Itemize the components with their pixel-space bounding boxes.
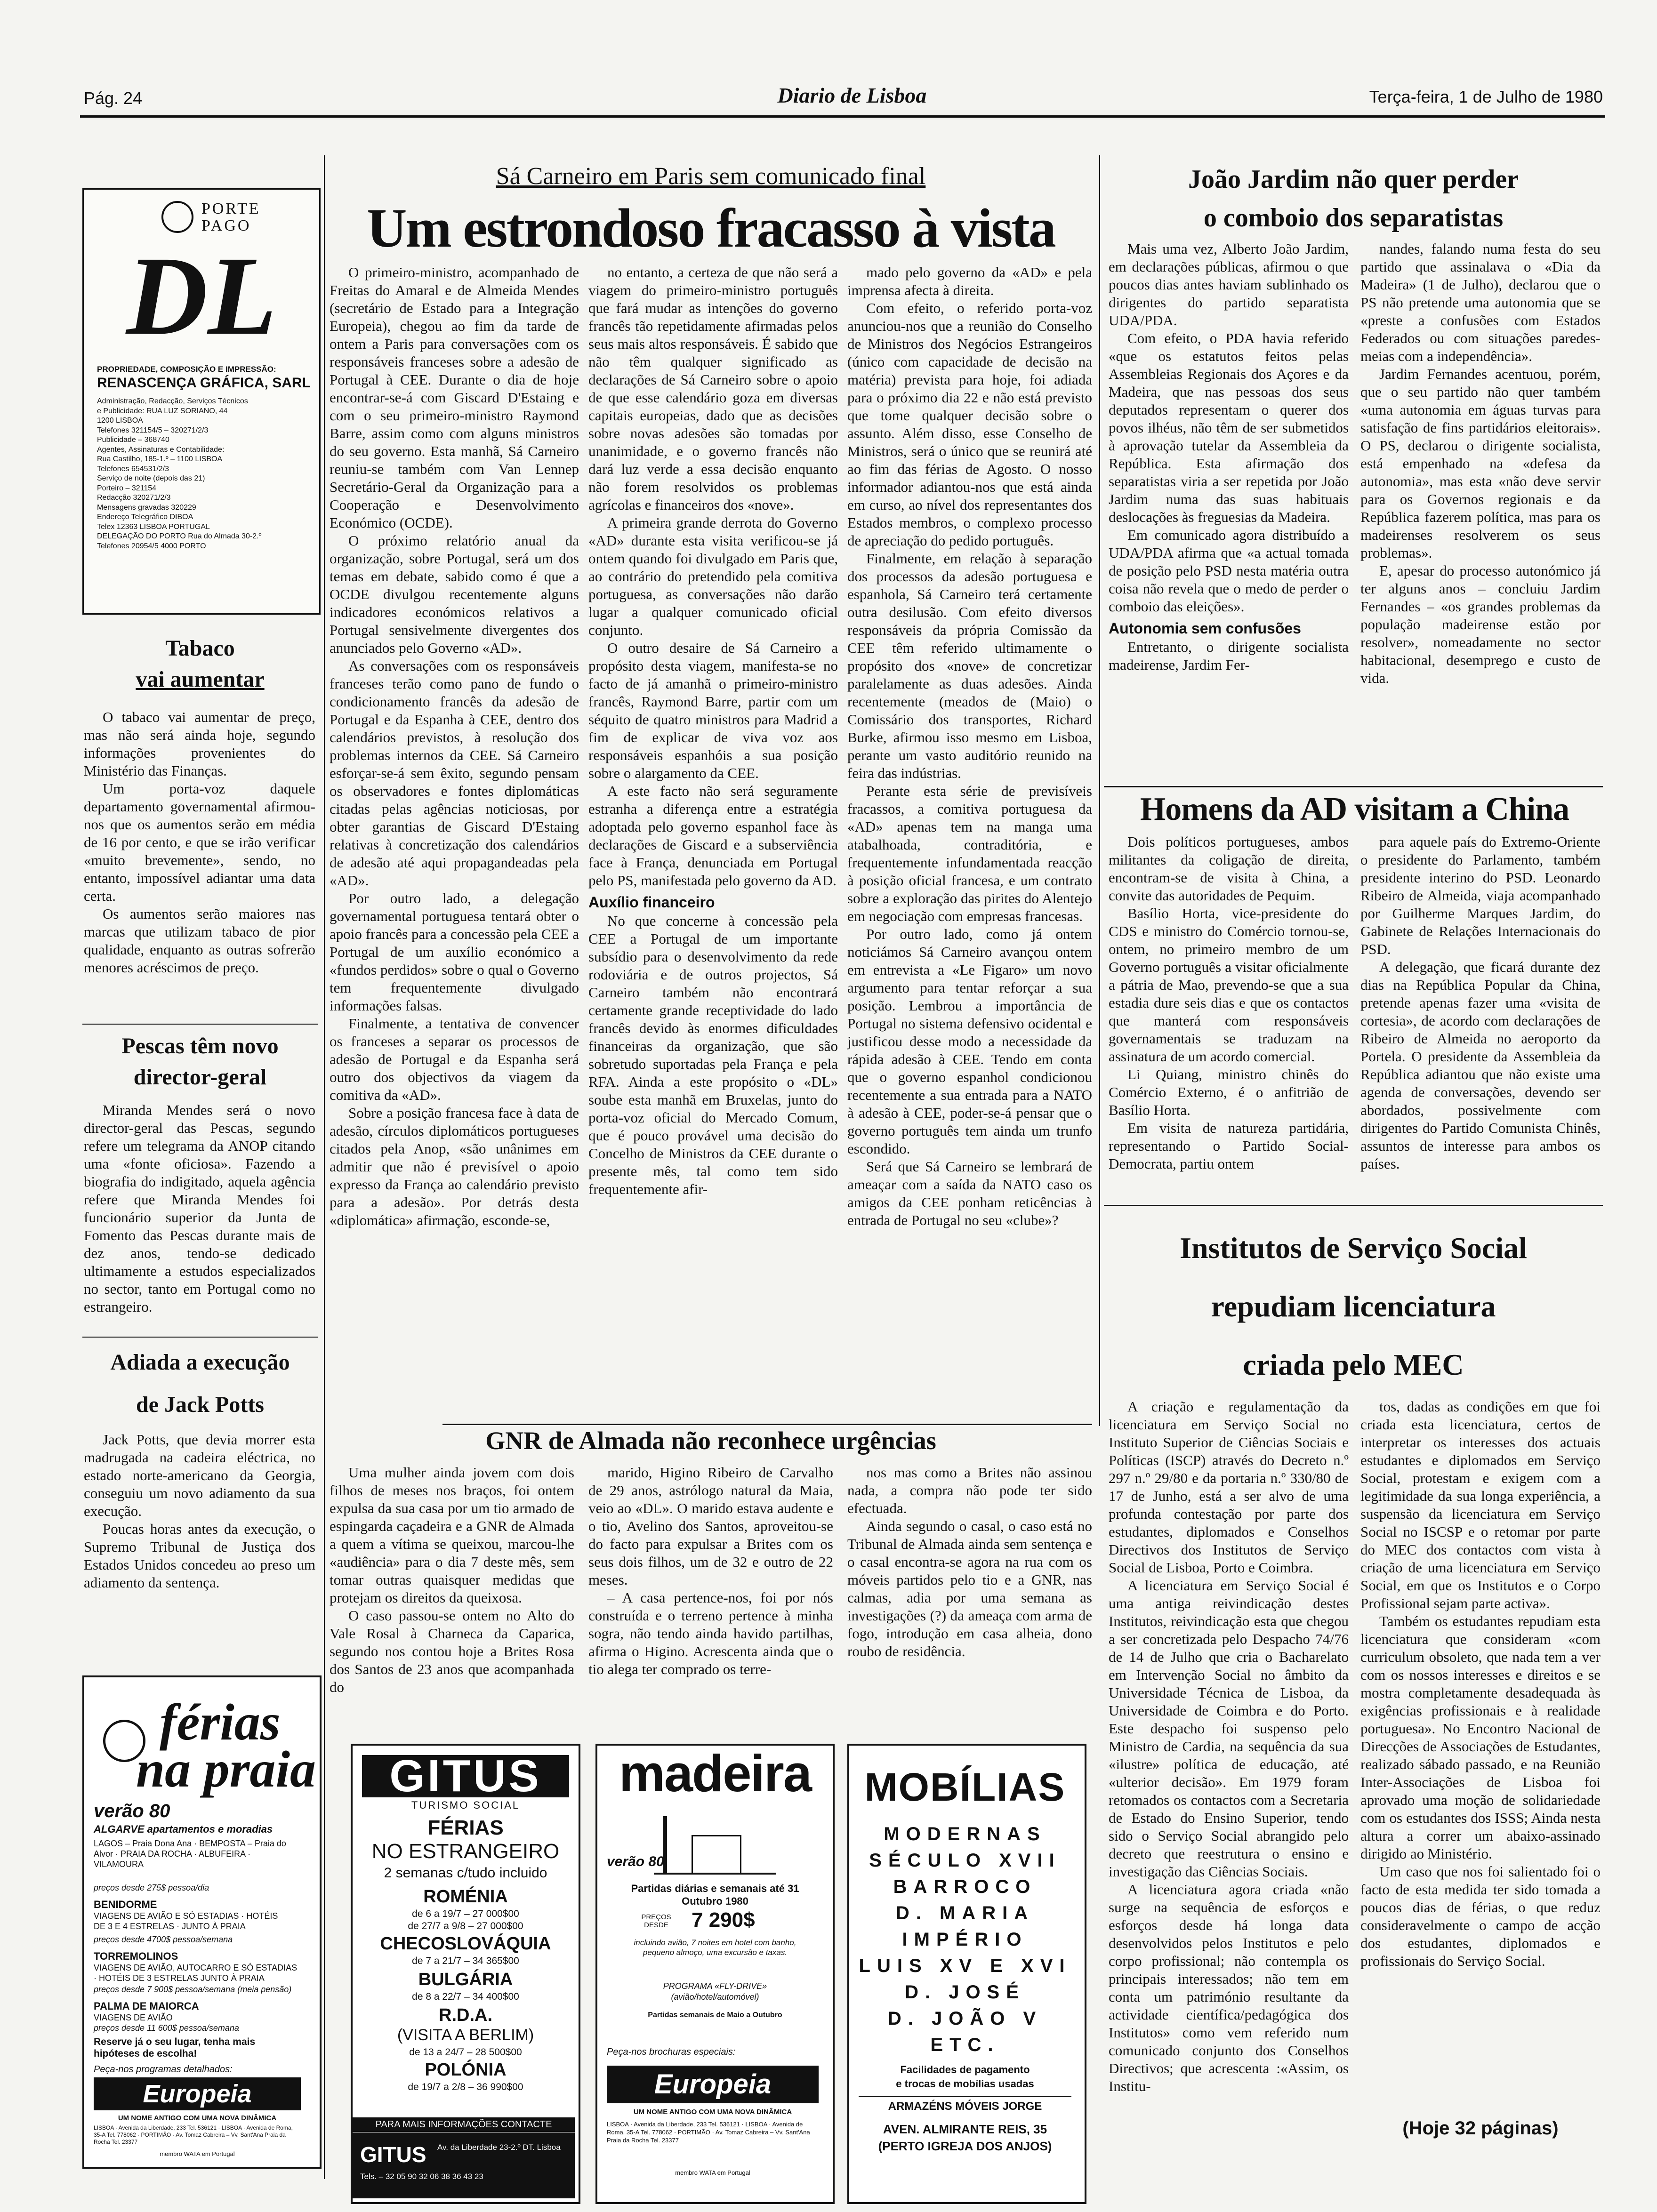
ad-gitus-rda: R.D.A. bbox=[439, 2005, 492, 2025]
paragraph: Com efeito, o referido porta-voz anunciou-nos que a reunião do Conselho de Ministros dos Negócios Estrangeiros (único com capacidade de decisão na matéria) prevista para hoje, foi adiada para o próximo dia 22 e não está previsto que tome qualquer decisão sobre o assunto. Além disso, esse Conselho de Ministros, será o único que se reunirá até ao fim das férias de Agosto. O nosso informador adiantou-nos que está ainda em curso, ao nível dos representantes dos Estados membros, o complexo processo de apreciação do pedido português. bbox=[847, 300, 1092, 549]
ad-madeira-brochuras: Peça-nos brochuras especiais: bbox=[607, 2047, 736, 2057]
paragraph: Perante esta série de previsíveis fracassos, a comitiva portuguesa da «AD» apenas tem na manga uma atabalhoada, contraditória, e frequentemente infundamentada reacção à posição oficial francesa, e um contrato sobre a exploração das pirites do Alentejo em negociação com empresas francesas. bbox=[847, 783, 1092, 924]
contact-line: e Publicidade: RUA LUZ SORIANO, 44 bbox=[97, 407, 228, 415]
paragraph: Com efeito, o PDA havia referido «que os estatutos feitos pelas Assembleias Regionais dos Açores e da Madeira, que nas pessoas dos seus deputados representam o querer dos povos ilhéus, não têm de ser submetidos à aprovação tutelar da Assembleia da República. Esta afirmação dos separatistas viria a ser repetida por João Jardim numa das suas habituais deslocações às freguesias da Madeira. bbox=[1109, 330, 1349, 525]
contact-line: Telex 12363 LISBOA PORTUGAL bbox=[97, 522, 210, 531]
paragraph: A licenciatura agora criada «não surge na sequência de esforços e esforços desde há longa data desenvolvidos pelos Institutos e pelo corpo profissional; não contempla os principais interessados; não tem em conta um património resultante da actividade científica/pedagógica dos Institutos» como vem referido num comunicado conjunto dos Conselhos Directivos; que acrescenta :«Assim, os Institu- bbox=[1109, 1881, 1349, 2094]
main-col1 bbox=[330, 264, 579, 1412]
gnr-col2 bbox=[588, 1464, 833, 1741]
furniture-style: D. MARIA bbox=[895, 1903, 1035, 1923]
ad-ferias-verao: verão 80 bbox=[94, 1801, 170, 1821]
pescas-title bbox=[82, 1031, 318, 1093]
ad-madeira-semanais: Partidas semanais de Maio a Outubro bbox=[648, 2011, 782, 2019]
paragraph: Ainda segundo o casal, o caso está no Tribunal de Almada ainda sem sentença e o casal encontra-se agora na rua com os móveis partidos pelo tio e a GNR, nas calmas, adia por uma semana as investigações (?) da ameaça com arma de fogo, introdução em casa alheia, dono roubo de residência. bbox=[847, 1518, 1092, 1659]
ad-ferias-benidorme-text: VIAGENS DE AVIÃO E SÓ ESTADIAS · HOTÉIS DE 3 E 4 ESTRELAS · JUNTO À PRAIA bbox=[94, 1911, 278, 1931]
subheading: Autonomia sem confusões bbox=[1109, 620, 1301, 637]
ad-gitus-estrangeiro: NO ESTRANGEIRO bbox=[371, 1840, 560, 1863]
ad-ferias-tagline: UM NOME ANTIGO COM UMA NOVA DINÂMICA bbox=[118, 2114, 277, 2122]
furniture-style: IMPÉRIO bbox=[902, 1929, 1028, 1950]
ad-madeira-partidas: Partidas diárias e semanais até 31 Outubro 1980 bbox=[631, 1883, 799, 1907]
pescas-body bbox=[84, 1101, 315, 1327]
ad-ferias-price2: preços desde 4700$ pessoa/semana bbox=[94, 1935, 233, 1944]
furniture-style: BARROCO bbox=[893, 1876, 1037, 1897]
ad-mobilias[interactable] bbox=[847, 1744, 1086, 2204]
ad-gitus-bulgaria: BULGÁRIA bbox=[418, 1970, 513, 1989]
ad-mobilias-trocas: e trocas de mobílias usadas bbox=[896, 2078, 1034, 2090]
main-col2 bbox=[588, 264, 838, 1412]
ad-mobilias-store: ARMAZÉNS MÓVEIS JORGE bbox=[859, 2096, 1071, 2113]
jardim-title bbox=[1104, 160, 1603, 237]
paragraph: – A casa pertence-nos, foi por nós construída e o terreno pertence à minha sogra, não tendo ainda havido partilhas, afirma o Higino. Acrescenta ainda que o tio alega ter comprado os terre- bbox=[588, 1589, 833, 1677]
paragraph: A licenciatura em Serviço Social é uma antiga reivindicação destes Institutos, reivindicação esta que chegou a ser concretizada pelo Despacho 74/76 de 14 de Julho que cria o Bacharelato em Intervenção Social no âmbito da Universidade Técnica de Lisboa, da Universidade de Coimbra e do Porto. Este despacho foi suspenso pelo Ministro de Cardia, na sequência da sua «ilustre» política de educação, até «ulterior decisão». Em 1979 foram retomados os contactos com a Secretaria de Estado do Ensino Superior, tendo sido o Serviço Social abrangido pelo decreto que reestrutura o ensino e investigação das Ciências Sociais. bbox=[1109, 1577, 1349, 1880]
ad-mobilias-near: (PERTO IGREJA DOS ANJOS) bbox=[878, 2139, 1052, 2153]
ad-gitus-ferias: FÉRIAS bbox=[427, 1816, 504, 1839]
ad-gitus-incluido: 2 semanas c/tudo incluido bbox=[384, 1865, 547, 1881]
ad-gitus-phones: Tels. – 32 05 90 32 06 38 36 43 23 bbox=[360, 2172, 483, 2181]
ad-gitus-polonia-date: de 19/7 a 2/8 – 36 990$00 bbox=[408, 2082, 523, 2092]
paragraph: Em visita de natureza partidária, representando o Partido Social-Democrata, partiu ontem bbox=[1109, 1120, 1349, 1172]
rule bbox=[82, 1024, 318, 1025]
paragraph: para aquele país do Extremo-Oriente o presidente do Parlamento, também presidente interino do PSD. Leonardo Ribeiro de Almeida, viaja acompanhado por Guilherme Marques Jardim, do Gabinete de Relações Internacionais do PSD. bbox=[1360, 834, 1601, 957]
jardim-col1 bbox=[1109, 240, 1349, 781]
column-divider bbox=[324, 155, 325, 2179]
gnr-title: GNR de Almada não reconhece urgências bbox=[485, 1427, 936, 1455]
paragraph: Os aumentos serão maiores nas marcas que utilizam tabaco de pior qualidade, enquanto as outras sofrerão menores acréscimos de preço. bbox=[84, 906, 315, 976]
ad-ferias-torremolinos-text: VIAGENS DE AVIÃO, AUTOCARRO E SÓ ESTADIAS · HOTÉIS DE 3 ESTRELAS JUNTO À PRAIA bbox=[94, 1963, 298, 1983]
rule bbox=[1104, 1205, 1603, 1206]
paragraph: Poucas horas antes da execução, o Supremo Tribunal de Justiça dos Estados Unidos concedeu ao preso um adiamento da sentença. bbox=[84, 1521, 315, 1591]
furniture-style: SÉCULO XVII bbox=[869, 1850, 1061, 1871]
ad-ferias-algarve: ALGARVE apartamentos e moradias bbox=[94, 1823, 273, 1835]
paragraph: Finalmente, em relação à separação dos processos da adesão portuguesa e espanhola, Sá Carneiro terá certamente outra desilusão. Com efeito diversos responsáveis da própria Comissão da CEE têm referido ultimamente o propósito dos «nove» de concretizar paralelamente as duas adesões. Ainda recentemente (meados de (Maio) o Comissário dos transportes, Richard Burke, afirmou isso mesmo em Lisboa, perante um vasto auditório reunido na feira das indústrias. bbox=[847, 550, 1092, 781]
masthead: Diario de Lisboa bbox=[777, 83, 927, 107]
gnr-col1 bbox=[330, 1464, 574, 1741]
ad-madeira-verao: verão 80 bbox=[607, 1854, 664, 1869]
paragraph: no entanto, a certeza de que não será a viagem do primeiro-ministro português que fará mudar as intenções do governo francês tão repetidamente afirmadas pelos seus mais altos responsáveis. É sabido que não têm qualquer significado as declarações de Sá Carneiro sobre o apoio de que esse calendário goza em diversas capitais europeias, dado que as decisões sobre novas adesões são tomadas por unanimidade, e o governo francês não dará luz verde a essa decisão enquanto não forem resolvidos os problemas agrícolas e financeiros dos «nove». bbox=[588, 264, 838, 513]
furniture-style: LUIS XV E XVI bbox=[859, 1956, 1071, 1976]
contact-line: Redacção 320271/2/3 bbox=[97, 494, 171, 502]
contact-line: Telefones 20954/5 4000 PORTO bbox=[97, 542, 206, 550]
ad-ferias-reserve: Reserve já o seu lugar, tenha mais hipóteses de escolha! bbox=[94, 2036, 256, 2059]
paragraph: A delegação, que ficará durante dez dias na República Popular da China, pretende apenas fazer uma «visita de cortesia», de acordo com declarações de Ribeiro de Almeida no aeroporto da Portela. O presidente da Assembleia da República adiantou que não existe uma agenda de conversações, devendo ser abordados, possivelmente com dirigentes do Partido Comunista Chinês, assuntos de interesse para ambos os países. bbox=[1360, 959, 1601, 1172]
porte-pago-seal bbox=[161, 201, 193, 233]
paragraph: nandes, falando numa festa do seu partido que assinalava o «Dia da Madeira» (1 de Julho), declarou que o PS não pretende uma autonomia que se «preste a confusões com Estados Federados ou com situações paredes-meias com a independência». bbox=[1360, 240, 1601, 364]
paragraph: Também os estudantes repudiam esta licenciatura que consideram «com curriculum obsoleto, que nada tem a ver com os nossos interesses e direitos e se mostra completamente desadequada às exigências profissionais e à realidade portuguesa». No Encontro Nacional de Direcções de Associações de Estudantes, realizado sábado passado, e na Reunião Inter-Associações de Lisboa foi aprovado uma moção de solidariedade com os estudantes dos ISSS; Ainda nesta altura a correr um abaixo-assinado dirigido ao Ministério. bbox=[1360, 1613, 1601, 1862]
contact-line: Publicidade – 368740 bbox=[97, 436, 169, 444]
ad-madeira-tagline: UM NOME ANTIGO COM UMA NOVA DINÂMICA bbox=[633, 2108, 792, 2116]
gnr-col3 bbox=[847, 1464, 1092, 1741]
main-headline: Um estrondoso fracasso à vista bbox=[367, 197, 1055, 259]
contact-line: Telefones 321154/5 – 320271/2/3 bbox=[97, 426, 209, 434]
paragraph: Um porta-voz daquele departamento governamental afirmou-nos que os aumentos serão em média de 16 por cento, e que se irão verificar «muito brevemente», sendo, no entanto, impossível adiantar uma data certa. bbox=[84, 780, 315, 904]
paragraph: A criação e regulamentação da licenciatura em Serviço Social no Instituto Superior de Ciências Sociais e Políticas (ISCP) através do Decreto n.º 297 n.º 29/80 e da portaria n.º 330/80 de 17 de Junho, está a ser alvo de uma profunda contestação por parte dos estudantes, diplomados e Conselhos Directivos dos Institutos de Serviço Social de Lisboa, Porto e Coimbra. bbox=[1109, 1398, 1349, 1576]
institutos-title-line2: repudiam licenciatura bbox=[1211, 1290, 1496, 1323]
ad-madeira-precos: PREÇOS DESDE bbox=[641, 1913, 671, 1929]
ad-gitus-address: Av. da Liberdade 23-2.º DT. Lisboa bbox=[437, 2143, 561, 2152]
paragraph: Uma mulher ainda jovem com dois filhos de meses nos braços, foi ontem expulsa da sua casa por um tio armado de espingarda caçadeira e a GNR de Almada a quem a vítima se queixou, marcou-lhe «audiência» para o dia 7 deste mês, sem tomar outras quaisquer medidas que protejam os direitos da queixosa. bbox=[330, 1464, 574, 1606]
ad-madeira-brand: Europeia bbox=[607, 2066, 819, 2103]
jardim-col2 bbox=[1360, 240, 1601, 781]
paragraph: As conversações com os responsáveis franceses terão como pano de fundo o condicionamento francês da adesão de Portugal e da Espanha à CEE, dentro dos calendários previstos, à resolução dos problemas internos da CEE. Sá Carneiro esforçar-se-á sem êxito, segundo pensam os observadores e fontes diplomáticas citadas pelas agências noticiosas, por obter garantias de Giscard D'Estaing relativas à concretização dos calendários de adesão até aqui propagandeadas pela «AD». bbox=[330, 657, 579, 889]
paragraph: nos mas como a Brites não assinou nada, a compra não pode ter sido efectuada. bbox=[847, 1464, 1092, 1516]
ad-mobilias-title: MOBÍLIAS bbox=[864, 1765, 1066, 1809]
paragraph: A primeira grande derrota do Governo «AD» durante esta visita verificou-se já ontem quando foi divulgado em Paris que, ao contrário do pretendido pela comitiva portuguesa, as conversações não darão lugar a qualquer comunicado oficial conjunto. bbox=[588, 514, 838, 638]
ad-ferias-member: membro WATA em Portugal bbox=[160, 2150, 235, 2157]
ad-gitus-rda-date: de 13 a 24/7 – 28 500$00 bbox=[409, 2047, 522, 2058]
ad-gitus[interactable] bbox=[351, 1744, 580, 2204]
paragraph: tos, dadas as condições em que foi criada esta licenciatura, certos de interpretar os interesses dos actuais estudantes e diplomados em Serviço Social, protestam e exigem com a legitimidade da sua longa experiência, a suspensão da licenciatura em Serviço Social no ISCSP e o retomar por parte do MEC dos contactos com vista à criação de uma licenciatura em Serviço Social, em que os Institutos e o Corpo Profissional sejam parte activa». bbox=[1360, 1398, 1601, 1611]
institutos-col1 bbox=[1109, 1398, 1349, 2207]
paragraph: Jardim Fernandes acentuou, porém, que o seu partido não quer também «uma autonomia em águas turvas para satisfação de fins partidários eleitorais». O PS, declarou o dirigente socialista, está empenhado na «defesa da autonomia», mas esta «não deve servir para os Governos regionais e da República fazerem política, mas para os madeirenses resolverem os seus problemas». bbox=[1360, 366, 1601, 561]
page-date: Terça-feira, 1 de Julho de 1980 bbox=[1369, 87, 1603, 106]
ad-mobilias-facilidades: Facilidades de pagamento bbox=[900, 2064, 1030, 2076]
paragraph: No que concerne à concessão pela CEE a Portugal de um importante subsídio para o desenvolvimento da rede rodoviária e de outros projectos, Sá Carneiro também não encontrará certamente grande receptividade do lado francês devido às enormes dificuldades financeiras da organização, que são sobretudo suportadas pela França e pela RFA. Ainda a este propósito o «DL» soube esta manhã em Bruxelas, junto do porta-voz oficial do Mercado Comum, que é pouco provável uma decisão do Concelho de Ministros da CEE durante o presente mês, tal como tem sido frequentemente afir- bbox=[588, 913, 838, 1197]
furniture-style: D. JOÃO V bbox=[887, 2008, 1043, 2029]
contact-line: Telefones 654531/2/3 bbox=[97, 465, 169, 473]
paragraph: Miranda Mendes será o novo director-geral das Pescas, segundo refere um telegrama da ANOP citando uma «fonte oficiosa». Fazendo a biografia do indigitado, aquela agência refere que Miranda Mendes foi funcionário superior da Junta de Fomento das Pescas durante mais de dez anos, tendo-se dedicado ultimamente a estudos especializados no sector, tanto em Portugal como no estrangeiro. bbox=[84, 1102, 315, 1315]
potts-title-line1: Adiada a execução bbox=[110, 1350, 290, 1375]
pago-label: PAGO bbox=[201, 217, 251, 234]
pescas-title-line2: director-geral bbox=[133, 1065, 267, 1090]
tabaco-title-line2: vai aumentar bbox=[136, 667, 265, 692]
contact-line: 1200 LISBOA bbox=[97, 417, 143, 425]
contact-line: Administração, Redacção, Serviços Técnicos bbox=[97, 397, 248, 405]
ad-gitus-footer-brand: GITUS bbox=[360, 2142, 426, 2167]
potts-title-line2: de Jack Potts bbox=[136, 1392, 264, 1417]
ad-ferias-address: LISBOA · Avenida da Liberdade, 233 Tel. 536121 · LISBOA · Avenida de Roma, 35-A Tel. 778062 · PORTIMÃO · Av. Tomaz Cabreira – Vv. Sant'Ana Praia da Rocha Tel. 23377 bbox=[94, 2124, 293, 2145]
paragraph: Dois políticos portugueses, ambos militantes da coligação de direita, encontram-se de visita à China, a convite das autoridades de Pequim. bbox=[1109, 834, 1349, 904]
tabaco-body bbox=[84, 708, 315, 1010]
paragraph: A este facto não será seguramente estranha a diferença entre a estratégia adoptada pelo governo espanhol face às declarações de Giscard e a subserviência face à França, denunciada em Portugal pelo PS, manifestada pelo governo da AD. bbox=[588, 783, 838, 889]
tabaco-title-line1: Tabaco bbox=[165, 636, 235, 661]
institutos-col2 bbox=[1360, 1398, 1601, 2019]
ad-gitus-info: PARA MAIS INFORMAÇÕES CONTACTE bbox=[353, 2117, 575, 2132]
ad-ferias-places: LAGOS – Praia Dona Ana · BEMPOSTA – Praia do Alvor · PRAIA DA ROCHA · ALBUFEIRA · VILAMOURA bbox=[94, 1839, 286, 1869]
paragraph: Em comunicado agora distribuído a UDA/PDA afirma que «a actual tomada de posição pelo PSD nesta matéria outra coisa não revela que o medo de perder o comboio das eleições». bbox=[1109, 527, 1349, 615]
paragraph: Será que Sá Carneiro se lembrará de ameaçar com a saída da NATO caso os amigos da CEE ponham reticências à entrada de Portugal no seu «clube»? bbox=[847, 1158, 1092, 1228]
paragraph: O outro desaire de Sá Carneiro a propósito desta viagem, manifesta-se no facto de já amanhã o primeiro-ministro francês, Raymond Barre, partir com um séquito de quatro ministros para Madrid a fim de explicar de viva voz aos responsáveis espanhóis a sua posição sobre o alargamento da CEE. bbox=[588, 640, 838, 781]
column-divider bbox=[1099, 155, 1100, 1426]
ad-gitus-bulgaria-date: de 8 a 22/7 – 34 400$00 bbox=[412, 1991, 519, 2002]
ad-madeira-incluindo: incluindo avião, 7 noites em hotel com banho, pequeno almoço, uma excursão e taxas. bbox=[634, 1938, 796, 1957]
contact-lines bbox=[97, 397, 304, 551]
header-rule bbox=[80, 115, 1605, 118]
ad-gitus-romenia-date1: de 6 a 19/7 – 27 000$00 bbox=[412, 1908, 519, 1919]
contact-line: Mensagens gravadas 320229 bbox=[97, 503, 196, 512]
contact-line: Serviço de noite (depois das 21) bbox=[97, 474, 205, 482]
ad-madeira[interactable] bbox=[595, 1744, 835, 2204]
ad-ferias-torremolinos: TORREMOLINOS bbox=[94, 1950, 178, 1962]
contact-line: Endereço Telegráfico DIBOA bbox=[97, 513, 193, 521]
paragraph: Basílio Horta, vice-presidente do CDS e ministro do Comércio tornou-se, ontem, no primeiro membro de um Governo português a visitar oficialmente a pátria de Mao, prevendo-se que a sua estadia dure seis dias e que os contactos que manterá com responsáveis governamentais se traduzam na assinatura de um acordo comercial. bbox=[1109, 905, 1349, 1065]
pescas-title-line1: Pescas têm novo bbox=[121, 1034, 279, 1058]
paragraph: Por outro lado, como já ontem noticiámos Sá Carneiro avançou ontem em entrevista a «Le Figaro» um novo argumento para tentar reforçar a sua posição. Lembrou a importância de Portugal no sistema defensivo ocidental e justificou desse modo a necessidade da rápida adesão à CEE. Tendo em conta que o governo espanhol condicionou recentemente a sua entrada para a NATO à adesão à CEE, poder-se-á pensar que o governo português tem ainda um trunfo escondido. bbox=[847, 926, 1092, 1157]
contact-line: Porteiro – 321154 bbox=[97, 484, 157, 492]
furniture-style: D. JOSÉ bbox=[905, 1982, 1025, 2003]
ad-madeira-price: 7 290$ bbox=[692, 1908, 755, 1931]
contact-line: Rua Castilho, 185-1.º – 1100 LISBOA bbox=[97, 455, 223, 463]
jardim-title-line2: o comboio dos separatistas bbox=[1203, 203, 1504, 232]
institutos-title-line3: criada pelo MEC bbox=[1243, 1348, 1464, 1381]
paragraph: Um caso que nos foi salientado foi o facto de esta medida ter sido tomada a poucos dias de férias, o que reduz consideravelmente o campo de acção dos estudantes, diplomados e profissionais do Serviço Social. bbox=[1360, 1863, 1601, 1969]
rule bbox=[82, 1337, 318, 1338]
paragraph: Li Quiang, ministro chinês do Comércio Externo, é o anfitrião de Basílio Horta. bbox=[1109, 1066, 1349, 1118]
ad-gitus-polonia: POLÓNIA bbox=[425, 2060, 507, 2080]
masthead-box bbox=[82, 188, 321, 615]
potts-title bbox=[82, 1341, 318, 1426]
palm-illustration bbox=[654, 1811, 776, 1875]
house-icon bbox=[692, 1835, 741, 1874]
institutos-title bbox=[1104, 1219, 1603, 1394]
ad-gitus-checoslovaquia-date: de 7 a 21/7 – 34 365$00 bbox=[412, 1956, 519, 1966]
paragraph: O próximo relatório anual da organização, sobre Portugal, será um dos temas em debate, sabido como é que a OCDE divulgou recentemente alguns indicadores económicos relativos a Portugal sensivelmente divergentes dos anunciados pelo Governo «AD». bbox=[330, 532, 579, 656]
main-col3 bbox=[847, 264, 1092, 1412]
ad-ferias-brand: Europeia bbox=[94, 2077, 301, 2110]
ad-gitus-brand: GITUS bbox=[362, 1755, 569, 1797]
paragraph: O primeiro-ministro, acompanhado de Freitas do Amaral e de Almeida Mendes (secretário de Estado para a Integração Europeia), chegou ao fim da tarde de ontem a Paris para conversações com os responsáveis franceses sobre a adesão de Portugal à CEE. Durante o dia de hoje encontrar-se-á com Giscard D'Estaing e com o seu primeiro-ministro Raymond Barre, assim como com alguns ministros do seu governo. Esta manhã, Sá Carneiro reuniu-se também com Van Lennep Secretário-Geral da Organização para a Cooperação e Desenvolvimento Económico (OCDE). bbox=[330, 264, 579, 531]
paragraph: Sobre a posição francesa face à data de adesão, círculos diplomáticos portugueses citados pela Anop, «são unânimes em admitir que não é previsível o apoio expresso da França ao calendário previsto para a adesão». Por detrás desta «diplomática» afirmação, esconde-se, bbox=[330, 1105, 579, 1228]
ad-madeira-programa: PROGRAMA «FLY-DRIVE» (avião/hotel/automóvel) bbox=[663, 1981, 767, 2002]
paragraph: O tabaco vai aumentar de preço, mas não será ainda hoje, segundo informações provenientes do Ministério das Finanças. bbox=[84, 709, 315, 779]
ad-ferias-title1: férias bbox=[160, 1693, 281, 1751]
page-count: (Hoje 32 páginas) bbox=[1402, 2118, 1559, 2139]
ad-ferias-na-praia[interactable] bbox=[82, 1675, 322, 2169]
page-number: Pág. 24 bbox=[84, 88, 143, 108]
tabaco-title bbox=[82, 633, 318, 695]
ad-ferias-palma-text: VIAGENS DE AVIÃO bbox=[94, 2013, 173, 2022]
paragraph: E, apesar do processo autonómico já ter alguns anos – concluiu Jardim Fernandes – «os grandes problemas da população madeirense estão por resolver», nomeadamente no sector habitacional, desemprego e custo de vida. bbox=[1360, 562, 1601, 686]
rule bbox=[1104, 786, 1603, 787]
ad-gitus-romenia: ROMÉNIA bbox=[423, 1887, 508, 1907]
potts-body bbox=[84, 1431, 315, 1638]
contact-line: DELEGAÇÃO DO PORTO Rua do Almada 30-2.º bbox=[97, 532, 262, 540]
ad-ferias-price4: preços desde 11 600$ pessoa/semana bbox=[94, 2023, 239, 2033]
ad-gitus-berlim: (VISITA A BERLIM) bbox=[397, 2026, 534, 2044]
contact-line: Agentes, Assinaturas e Contabilidade: bbox=[97, 445, 225, 454]
paragraph: mado pelo governo da «AD» e pela imprensa afecta à direita. bbox=[847, 264, 1092, 298]
company-name: RENASCENÇA GRÁFICA, SARL bbox=[97, 375, 311, 391]
ad-mobilias-address: AVEN. ALMIRANTE REIS, 35 bbox=[883, 2122, 1047, 2136]
paragraph: Entretanto, o dirigente socialista madeirense, Jardim Fer- bbox=[1109, 639, 1349, 673]
sun-icon bbox=[103, 1720, 145, 1762]
ad-gitus-checoslovaquia: CHECOSLOVÁQUIA bbox=[380, 1934, 551, 1954]
china-col2 bbox=[1360, 833, 1601, 1200]
ad-ferias-benidorme: BENIDORME bbox=[94, 1899, 157, 1910]
furniture-style: MODERNAS bbox=[884, 1824, 1046, 1844]
furniture-style: ETC. bbox=[930, 2035, 1000, 2055]
jardim-title-line1: João Jardim não quer perder bbox=[1188, 165, 1519, 194]
subheading: Auxílio financeiro bbox=[588, 894, 715, 911]
paragraph: Por outro lado, a delegação governamental portuguesa tentará obter o apoio francês para a concessão pela CEE a Portugal de um auxílio económico a «fundos perdidos» sobre o qual o Governo tem frequentemente divulgado informações falsas. bbox=[330, 890, 579, 1014]
ad-madeira-title: madeira bbox=[619, 1745, 811, 1803]
institutos-title-line1: Institutos de Serviço Social bbox=[1180, 1231, 1527, 1265]
paragraph: Mais uma vez, Alberto João Jardim, em declarações públicas, afirmou o que poucos dias antes haviam sublinhado os dirigentes do partido separatista UDA/PDA. bbox=[1109, 240, 1349, 329]
ad-madeira-member: membro WATA em Portugal bbox=[675, 2169, 750, 2176]
ad-gitus-footer bbox=[353, 2132, 575, 2198]
ad-ferias-price3: preços desde 7 900$ pessoa/semana (meia pensão) bbox=[94, 1985, 292, 1994]
main-kicker: Sá Carneiro em Paris sem comunicado final bbox=[496, 163, 926, 190]
paragraph: O caso passou-se ontem no Alto do Vale Rosal à Charneca da Caparica, segundo nos contou hoje a Brites Rosa dos Santos de 23 anos que acompanhada do bbox=[330, 1607, 574, 1695]
paragraph: marido, Higino Ribeiro de Carvalho de 29 anos, astrólogo natural da Maia, veio ao «DL». O marido estava audente e o tio, Avelino dos Santos, aproveitou-se do facto para expulsar a Brites com os seus dois filhos, um de 32 e outro de 22 meses. bbox=[588, 1464, 833, 1588]
ad-ferias-price1: preços desde 275$ pessoa/dia bbox=[94, 1883, 209, 1892]
porte-label: PORTE bbox=[201, 200, 261, 217]
ad-madeira-address: LISBOA · Avenida da Liberdade, 233 Tel. 536121 · LISBOA · Avenida de Roma, 35-A Tel. 778062 · PORTIMÃO · Av. Tomaz Cabreira – Vv. Sant'Ana Praia da Rocha Tel. 23377 bbox=[607, 2121, 810, 2144]
ad-ferias-programs: Peça-nos programas detalhados: bbox=[94, 2064, 233, 2075]
rule bbox=[442, 1424, 1092, 1425]
dl-logo: DL bbox=[126, 233, 277, 358]
ad-gitus-sub: TURISMO SOCIAL bbox=[411, 1799, 520, 1811]
ad-gitus-romenia-date2: de 27/7 a 9/8 – 27 000$00 bbox=[408, 1921, 523, 1931]
ad-ferias-palma: PALMA DE MAIORCA bbox=[94, 2000, 199, 2012]
ad-ferias-title2: na praia bbox=[136, 1740, 316, 1798]
owner-label: PROPRIEDADE, COMPOSIÇÃO E IMPRESSÃO: bbox=[97, 365, 276, 374]
china-col1 bbox=[1109, 833, 1349, 1200]
ad-mobilias-styles bbox=[849, 1821, 1081, 2058]
paragraph: Finalmente, a tentativa de convencer os franceses a separar os processos de adesão de Portugal e da Espanha será outro dos objectivos da viagem da comitiva da «AD». bbox=[330, 1015, 579, 1103]
china-title: Homens da AD visitam a China bbox=[1140, 791, 1569, 827]
paragraph: Jack Potts, que devia morrer esta madrugada na cadeira eléctrica, no estado norte-americano da Georgia, conseguiu um novo adiamento da sua execução. bbox=[84, 1431, 315, 1519]
